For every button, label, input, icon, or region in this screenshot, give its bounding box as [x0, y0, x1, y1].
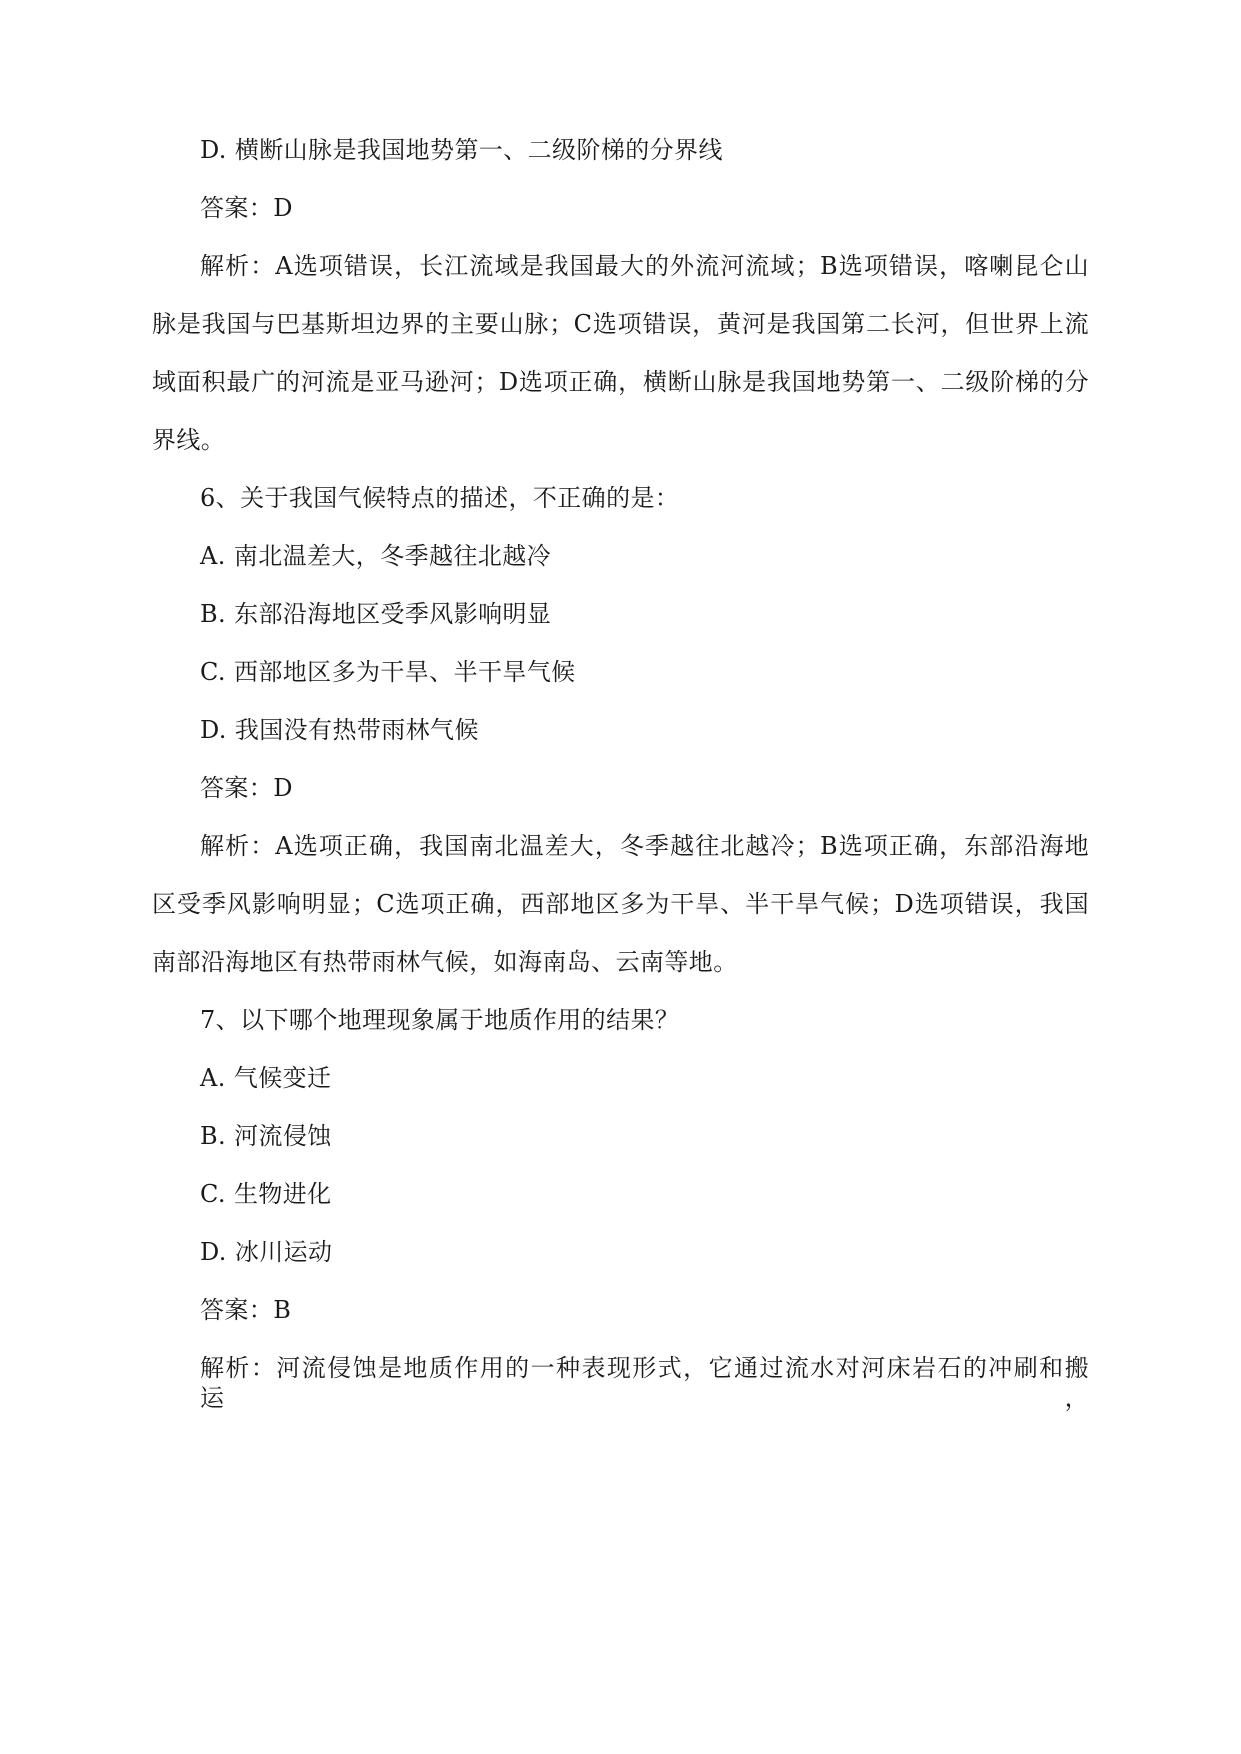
q7-option-b: B. 河流侵蚀 [200, 1122, 332, 1150]
q5-analysis-line: 脉是我国与巴基斯坦边界的主要山脉；C选项错误，黄河是我国第二长河，但世界上流 [152, 310, 1089, 338]
q6-option-c: C. 西部地区多为干旱、半干旱气候 [200, 658, 576, 686]
q6-analysis-line: 南部沿海地区有热带雨林气候，如海南岛、云南等地。 [152, 948, 738, 976]
q5-answer: 答案：D [200, 194, 293, 222]
q7-question: 7、以下哪个地理现象属于地质作用的结果？ [200, 1006, 680, 1034]
q7-option-d: D. 冰川运动 [200, 1238, 333, 1266]
q5-analysis-line: 域面积最广的河流是亚马逊河；D选项正确，横断山脉是我国地势第一、二级阶梯的分 [152, 368, 1089, 396]
q6-question: 6、关于我国气候特点的描述，不正确的是： [200, 484, 680, 512]
q7-option-a: A. 气候变迁 [200, 1064, 332, 1092]
q5-analysis-line: 界线。 [152, 426, 226, 454]
q7-analysis-line: 解析：河流侵蚀是地质作用的一种表现形式，它通过流水对河床岩石的冲刷和搬运， [200, 1354, 1089, 1412]
q6-option-a: A. 南北温差大，冬季越往北越冷 [200, 542, 551, 570]
q6-option-b: B. 东部沿海地区受季风影响明显 [200, 600, 552, 628]
q6-option-d: D. 我国没有热带雨林气候 [200, 716, 479, 744]
q7-option-c: C. 生物进化 [200, 1180, 332, 1208]
q6-analysis-line: 区受季风影响明显；C选项正确，西部地区多为干旱、半干旱气候；D选项错误，我国 [152, 890, 1089, 918]
q5-analysis-line: 解析：A选项错误，长江流域是我国最大的外流河流域；B选项错误，喀喇昆仑山 [200, 252, 1089, 280]
q7-answer: 答案：B [200, 1296, 292, 1324]
q6-analysis-line: 解析：A选项正确，我国南北温差大，冬季越往北越冷；B选项正确，东部沿海地 [200, 832, 1089, 860]
q6-answer: 答案：D [200, 774, 293, 802]
q5-option-d: D. 横断山脉是我国地势第一、二级阶梯的分界线 [200, 136, 723, 164]
